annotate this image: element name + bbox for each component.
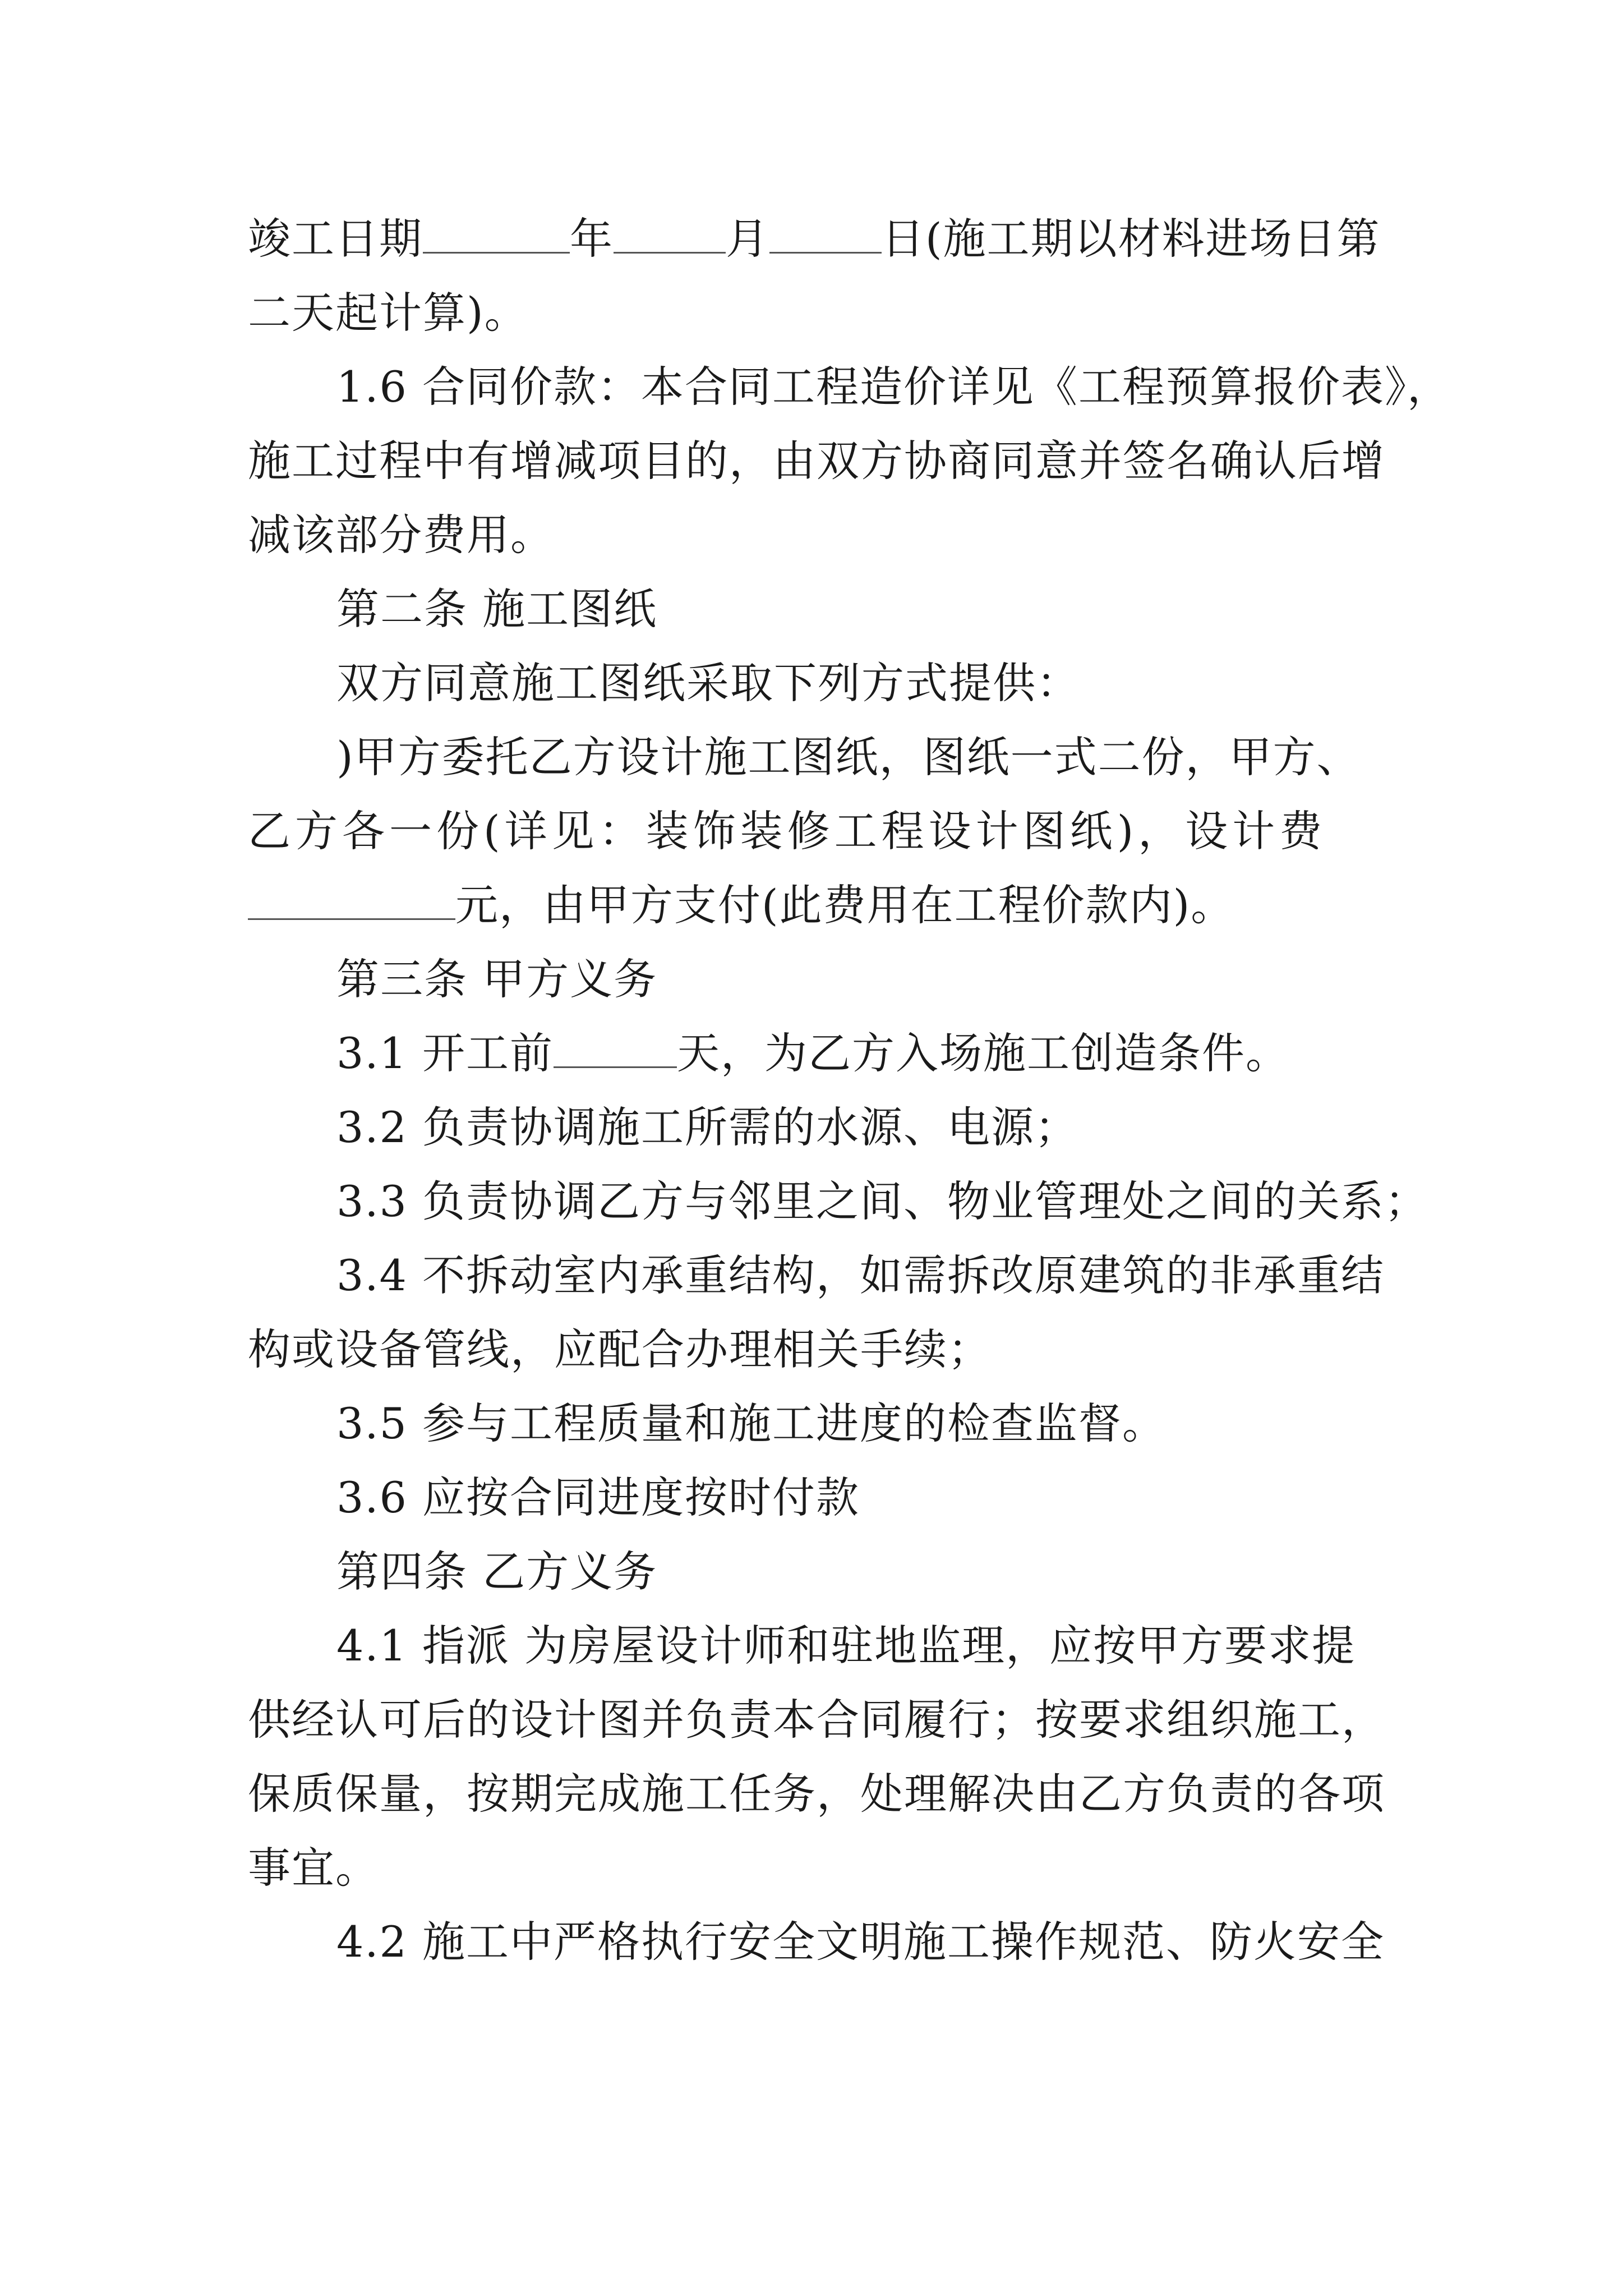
- line-segment: 日(施工期以材料进场日第: [882, 214, 1381, 264]
- article-heading: 第四条 乙方义务: [336, 1547, 658, 1596]
- line-segment: 天，为乙方入场施工创造条件。: [677, 1028, 1290, 1078]
- fill-in-blank: [769, 215, 882, 254]
- article-heading: 第三条 甲方义务: [336, 954, 658, 1004]
- text-line: 3.5 参与工程质量和施工进度的检查监督。: [336, 1398, 1166, 1448]
- text-line: [336, 1025, 1289, 1082]
- fill-in-blank: [554, 1029, 677, 1068]
- line-segment: 月: [726, 214, 769, 264]
- text-line: 二天起计算)。: [248, 288, 528, 338]
- text-line: 供经认可后的设计图并负责本合同履行；按要求组织施工，: [248, 1695, 1385, 1745]
- section-1-6-heading: 1.6 合同价款：本合同工程造价详见《工程预算报价表》，: [336, 362, 1451, 412]
- article-heading: 第二条 施工图纸: [336, 584, 658, 634]
- text-line: 3.3 负责协调乙方与邻里之间、物业管理处之间的关系；: [336, 1176, 1429, 1226]
- line-segment: 竣工日期: [248, 214, 423, 264]
- text-line: 事宜。: [248, 1843, 379, 1893]
- text-line: [248, 211, 1381, 267]
- fill-in-blank: [248, 881, 455, 920]
- line-segment: 3.1 开工前: [336, 1028, 554, 1078]
- text-line: 4.1 指派 为房屋设计师和驻地监理，应按甲方要求提: [336, 1621, 1356, 1671]
- text-line: 3.6 应按合同进度按时付款: [336, 1473, 860, 1522]
- fill-in-blank: [423, 215, 570, 254]
- text-line: 减该部分费用。: [248, 510, 554, 560]
- text-line: 3.2 负责协调施工所需的水源、电源；: [336, 1102, 1079, 1152]
- text-line: )甲方委托乙方设计施工图纸，图纸一式二份，甲方、: [336, 732, 1361, 782]
- fill-in-blank: [614, 215, 726, 254]
- text-line: [248, 877, 1234, 933]
- line-segment: 年: [570, 214, 614, 264]
- text-line: 保质保量，按期完成施工任务，处理解决由乙方负责的各项: [248, 1769, 1385, 1819]
- text-line: 双方同意施工图纸采取下列方式提供：: [336, 658, 1080, 708]
- line-segment: 元，由甲方支付(此费用在工程价款内)。: [455, 880, 1235, 930]
- text-line: 施工过程中有增减项目的，由双方协商同意并签名确认后增: [248, 436, 1385, 486]
- text-line: 3.4 不拆动室内承重结构，如需拆改原建筑的非承重结: [336, 1250, 1385, 1300]
- text-line: 构或设备管线，应配合办理相关手续；: [248, 1324, 992, 1374]
- text-line: 乙方各一份(详见：装饰装修工程设计图纸)，设计费: [248, 806, 1327, 856]
- text-line: 4.2 施工中严格执行安全文明施工操作规范、防火安全: [336, 1917, 1385, 1967]
